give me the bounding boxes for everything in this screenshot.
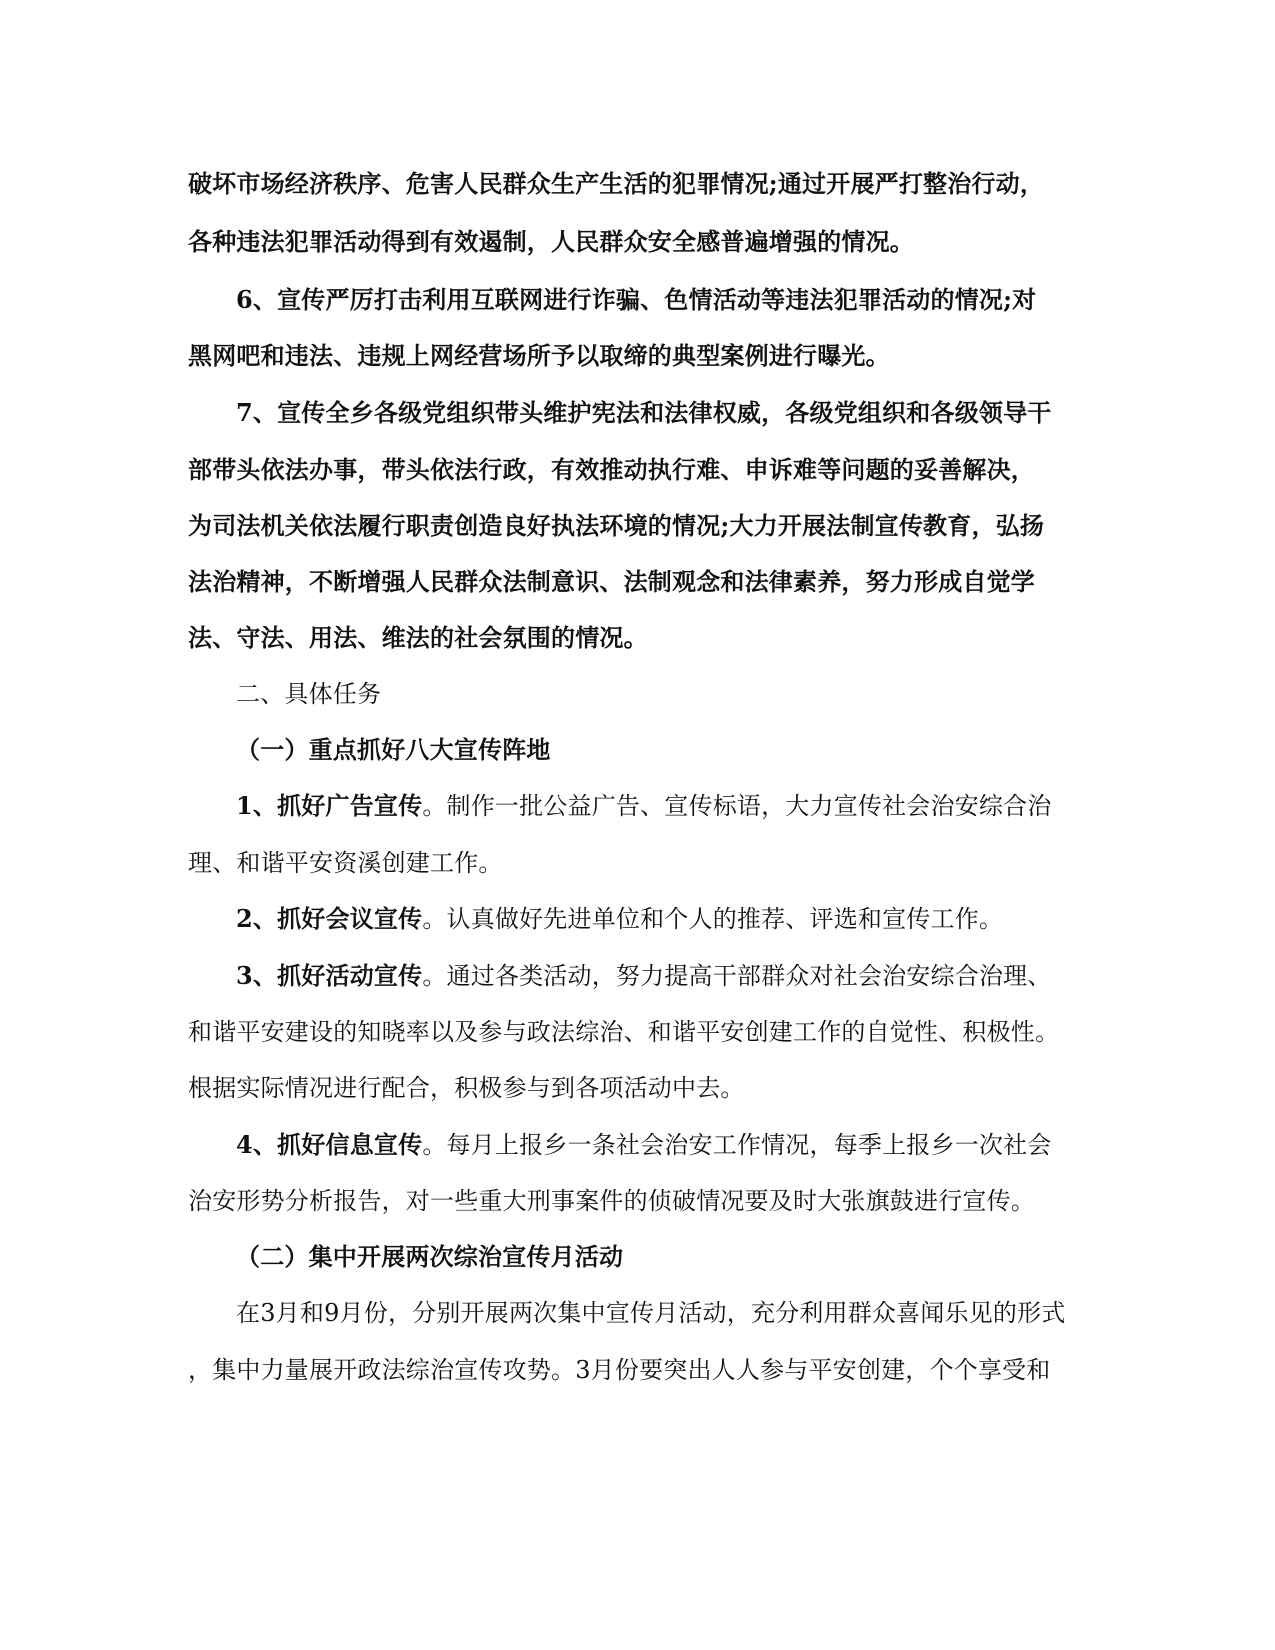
- item-3-text: 。通过各类活动，努力提高干部群众对社会治安综合治理、: [422, 962, 1052, 990]
- paragraph-7-line-2: 部带头依法办事，带头依法行政，有效推动执行难、申诉难等问题的妥善解决，: [188, 455, 1035, 484]
- paragraph-7-line-4: 法治精神，不断增强人民群众法制意识、法制观念和法律素养，努力形成自觉学: [188, 567, 1035, 596]
- item-3-line-3: 根据实际情况进行配合，积极参与到各项活动中去。: [188, 1074, 745, 1102]
- item-1-text: 。制作一批公益广告、宣传标语，大力宣传社会治安综合治: [422, 792, 1052, 820]
- item-2-line-1: [236, 903, 1136, 935]
- item-2-text: 。认真做好先进单位和个人的推荐、评选和宣传工作。: [422, 905, 1004, 933]
- final-paragraph-line-2: ，集中力量展开政法综治宣传攻势。3月份要突出人人参与平安创建，个个享受和: [188, 1356, 1051, 1384]
- item-1-line-2: 理、和谐平安资溪创建工作。: [188, 849, 503, 877]
- paragraph-6-line-1: 6、宣传严厉打击利用互联网进行诈骗、色情活动等违法犯罪活动的情况;对: [236, 285, 1037, 314]
- item-2-label: 2、抓好会议宣传: [236, 904, 423, 933]
- section-2-heading: 二、具体任务: [236, 680, 382, 708]
- paragraph-5-line-1: 破坏市场经济秩序、危害人民群众生产生活的犯罪情况;通过开展严打整治行动，: [188, 169, 1045, 198]
- item-4-label: 4、抓好信息宣传: [236, 1130, 423, 1159]
- subsection-2-heading: （二）集中开展两次综治宣传月活动: [236, 1242, 624, 1271]
- item-3-line-2: 和谐平安建设的知晓率以及参与政法综治、和谐平安创建工作的自觉性、积极性。: [188, 1018, 1060, 1046]
- final-paragraph-line-1: 在3月和9月份，分别开展两次集中宣传月活动，充分利用群众喜闻乐见的形式: [236, 1299, 1066, 1327]
- paragraph-5-line-2: 各种违法犯罪活动得到有效遏制，人民群众安全感普遍增强的情况。: [188, 227, 914, 256]
- item-4-line-2: 治安形势分析报告，对一些重大刑事案件的侦破情况要及时大张旗鼓进行宣传。: [188, 1187, 1035, 1215]
- paragraph-7-line-3: 为司法机关依法履行职责创造良好执法环境的情况;大力开展法制宣传教育，弘扬: [188, 511, 1045, 540]
- paragraph-7-line-5: 法、守法、用法、维法的社会氛围的情况。: [188, 623, 648, 652]
- subsection-1-heading: （一）重点抓好八大宣传阵地: [236, 735, 551, 764]
- item-3-label: 3、抓好活动宣传: [236, 961, 423, 990]
- paragraph-6-line-2: 黑网吧和违法、违规上网经营场所予以取缔的典型案例进行曝光。: [188, 341, 890, 370]
- item-1-line-1: [236, 790, 1136, 822]
- paragraph-7-line-1: 7、宣传全乡各级党组织带头维护宪法和法律权威，各级党组织和各级领导干: [236, 398, 1052, 427]
- item-3-line-1: [236, 960, 1136, 992]
- item-4-line-1: [236, 1129, 1136, 1161]
- item-4-text: 。每月上报乡一条社会治安工作情况，每季上报乡一次社会: [422, 1131, 1052, 1159]
- item-1-label: 1、抓好广告宣传: [236, 791, 423, 820]
